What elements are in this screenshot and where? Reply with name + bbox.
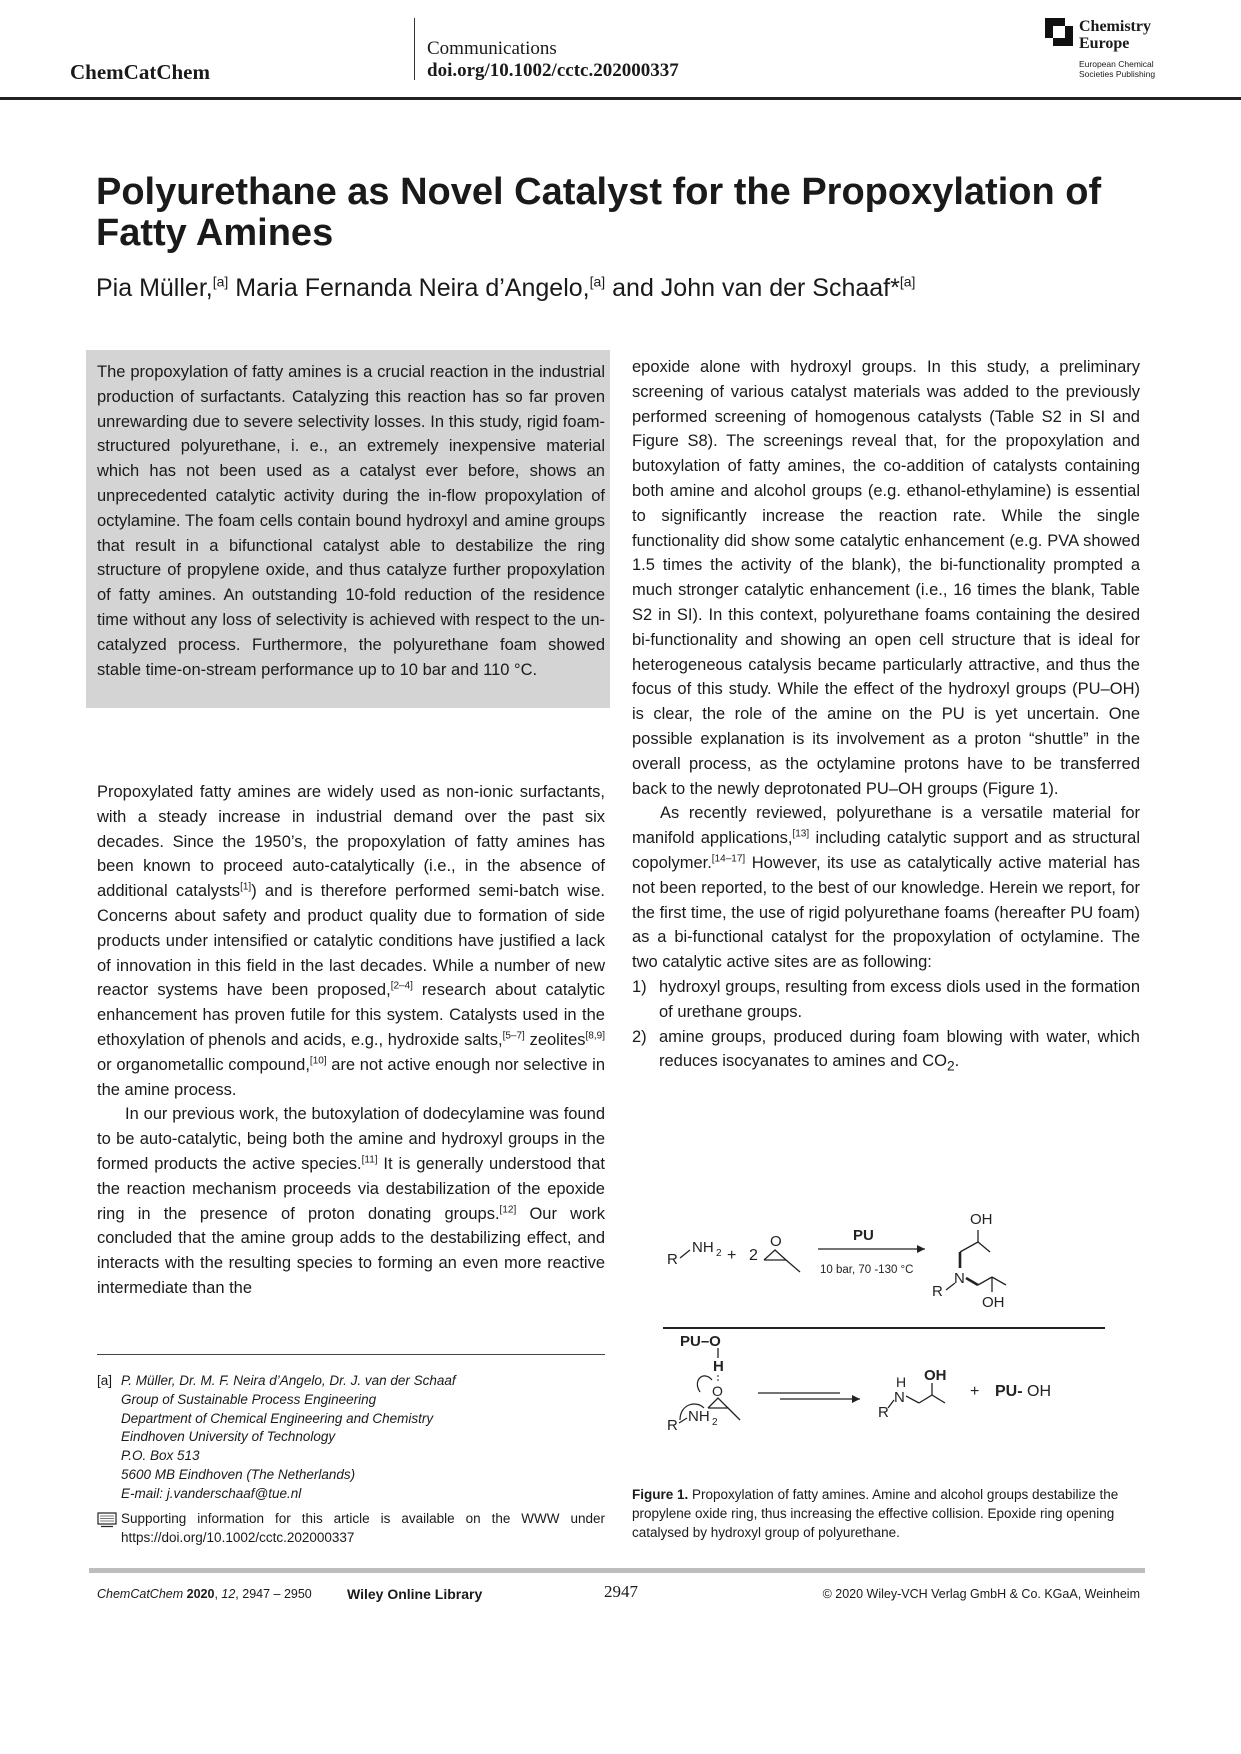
chemistry-europe-logo-icon xyxy=(1045,18,1073,46)
figure-1-scheme xyxy=(660,1205,1110,1495)
mechanism-arrow-head xyxy=(852,1395,860,1403)
computer-icon xyxy=(97,1512,117,1528)
pu-o-label: PU–O xyxy=(680,1333,721,1350)
wiley-online-library-link[interactable]: Wiley Online Library xyxy=(347,1586,483,1602)
figure-caption xyxy=(632,1486,1140,1542)
logo-title xyxy=(1079,18,1151,52)
supporting-info-note xyxy=(97,1510,605,1548)
author-list xyxy=(96,274,915,303)
text-run: It is generally understood that the reaction mechanism proceeds via destabilization of the epoxide ring in the presence of proton donating groups. xyxy=(97,1154,605,1223)
article-title: Polyurethane as Novel Catalyst for the Propoxylation of Fatty Amines xyxy=(96,171,1102,254)
footnote-rule xyxy=(97,1354,605,1355)
citation[interactable]: [14–17] xyxy=(711,853,746,865)
text-run: In our previous work, the butoxylation of dodecylamine was found to be auto-catalytic, being both the amine and hydroxyl groups in the formed products the active species. xyxy=(97,1105,605,1173)
comma: , xyxy=(214,1587,222,1601)
citation[interactable]: [1] xyxy=(240,881,252,893)
product-oh-top: OH xyxy=(970,1211,993,1228)
mech-r: R xyxy=(667,1417,678,1434)
text-run: However, its use as catalytically active material has not been reported, to the best of our knowledge. Herein we report, for the first time, the use of rigid polyurethane foams (hereafter PU foam) as a bi-functional catalyst for the propoxylation of octylamine. The two catalytic active sites are as following: xyxy=(632,853,1140,972)
reaction-conditions: 10 bar, 70 -130 °C xyxy=(820,1264,914,1276)
list-item xyxy=(632,1025,1140,1080)
logo-subtitle xyxy=(1079,59,1155,79)
figure-divider xyxy=(663,1327,1105,1329)
footnote-line: Group of Sustainable Process Engineering xyxy=(121,1391,377,1407)
footnote-line: P.O. Box 513 xyxy=(121,1448,200,1464)
plus-sign: + xyxy=(727,1247,737,1264)
screening-paragraph: epoxide alone with hydroxyl groups. In this study, a preliminary screening of various catalyst materials was added to the previously performed screening of homogenous catalysts (Table S2 in SI and Figure S8). The screenings reveal that, for the propoxylation and butoxylation of fatty amines, the co-addition of catalysts containing both amine and alcohol groups (e.g. ethanol-ethylamine) is essential to significantly increase the reaction rate. While the single functionality did show some catalytic enhancement (e.g. PVA showed 1.5 times the activity of the blank), the bi-functionality prompted a much stronger catalytic enhancement (i.e., 16 times the blank, Table S2 in SI). In this context, polyurethane foams containing the desired bi-functionality and showing an open cell structure that is ideal for heterogeneous catalysis became particularly attractive, and thus the focus of this study. While the effect of the hydroxyl groups (PU–OH) is clear, the role of the amine on the PU is yet uncertain. One possible explanation is its involvement as a proton “shuttle” in the overall process, as the octylamine protons have to be transferred back to the newly deprotonated PU–OH groups (Figure 1). xyxy=(632,358,1140,798)
text-run: Propoxylated fatty amines are widely used as non-ionic surfactants, with a steady increase in industrial demand over the past six decades. Since the 1950’s, the propoxylation of fatty amines has been known to proceed auto-catalytically (i.e., in the absence of additional catalysts xyxy=(97,783,605,901)
footer-journal: ChemCatChem xyxy=(97,1587,184,1601)
footer-volume: 12 xyxy=(221,1587,236,1601)
list-text: amine groups, produced during foam blowing with water, which reduces isocyanates to amines and CO xyxy=(659,1027,1140,1071)
product-r: R xyxy=(878,1404,889,1421)
supporting-info-text[interactable]: Supporting information for this article is available on the WWW under https://doi.org/10.1002/cctc.202000337 xyxy=(121,1511,605,1545)
reaction-arrow-head xyxy=(917,1245,925,1253)
citation[interactable]: [2–4] xyxy=(390,980,413,992)
list-text: . xyxy=(954,1052,960,1071)
author-3-affiliation: [a] xyxy=(899,273,916,290)
citation[interactable]: [10] xyxy=(309,1055,327,1067)
proton-h: H xyxy=(713,1358,724,1375)
r-group: R xyxy=(667,1251,678,1268)
subscript: 2 xyxy=(947,1058,955,1074)
product-oh: OH xyxy=(924,1367,947,1384)
mech-epoxide-oxygen: O xyxy=(712,1383,723,1399)
footnote-line: Department of Chemical Engineering and Chemistry xyxy=(121,1410,434,1426)
text-run: Our work concluded that the amine group adds to the destabilizing effect, and interacts with the resulting species to forming an even more reactive intermediate than the xyxy=(97,1204,605,1297)
left-column xyxy=(97,780,605,1301)
product-n: N xyxy=(954,1270,965,1287)
author-3[interactable]: and John van der Schaaf* xyxy=(605,274,900,302)
pu-oh-pu: PU- xyxy=(995,1383,1023,1400)
footer-year: 2020 xyxy=(186,1587,215,1601)
logo-title-line-2: Europe xyxy=(1079,35,1130,52)
email-link[interactable]: E-mail: j.vanderschaaf@tue.nl xyxy=(121,1485,302,1501)
product-r: R xyxy=(932,1283,943,1300)
citation[interactable]: [5–7] xyxy=(502,1030,525,1042)
author-2[interactable]: Maria Fernanda Neira d’Angelo, xyxy=(228,274,590,302)
dipropoxylated-product xyxy=(932,1211,1006,1311)
footer-rule xyxy=(89,1568,1145,1573)
list-item xyxy=(632,975,1140,1025)
author-2-affiliation: [a] xyxy=(589,273,606,290)
text-run: including catalytic support and as structural copolymer. xyxy=(632,829,1140,872)
caption-text: Propoxylation of fatty amines. Amine and alcohol groups destabilize the propylene oxide ring, thus increasing the effective collision. Epoxide ring opening catalysed by hydroxyl group of polyurethane. xyxy=(632,1487,1119,1540)
reagent-label: PU xyxy=(853,1227,874,1244)
text-run: zeolites xyxy=(524,1030,586,1049)
journal-name: ChemCatChem xyxy=(70,60,210,84)
nh2-subscript: 2 xyxy=(716,1248,722,1259)
coefficient: 2 xyxy=(749,1247,758,1264)
citation[interactable]: [8,9] xyxy=(585,1030,605,1042)
pu-oh-oh: OH xyxy=(1027,1383,1051,1400)
text-run: or organometallic compound, xyxy=(97,1055,310,1074)
footnote-line: Eindhoven University of Technology xyxy=(121,1429,336,1445)
polyurethane-paragraph xyxy=(632,801,1140,975)
logo-sub-line-1: European Chemical xyxy=(1079,59,1154,69)
product-nh: N xyxy=(894,1389,905,1406)
footnote-line: P. Müller, Dr. M. F. Neira d’Angelo, Dr. J. van der Schaaf xyxy=(121,1373,456,1388)
list-text: hydroxyl groups, resulting from excess diols used in the formation of urethane groups. xyxy=(659,977,1140,1021)
footnote-line: 5600 MB Eindhoven (The Netherlands) xyxy=(121,1466,356,1482)
curved-arrow xyxy=(697,1376,712,1392)
text-run: ) and is therefore performed semi-batch wise. Concerns about safety and product quality due to formation of side products under intensified or catalytic conditions have justified a lack of innovation in this field in the last decades. While a number of new reactor systems have been proposed, xyxy=(97,882,605,1000)
list-number: 1) xyxy=(632,977,647,996)
footnote-mark: [a] xyxy=(97,1373,113,1388)
octylamine-reactant xyxy=(667,1239,722,1268)
epoxide-oxygen: O xyxy=(770,1233,782,1250)
propylene-oxide xyxy=(764,1233,800,1272)
product-oh-bottom: OH xyxy=(982,1294,1005,1311)
citation-line xyxy=(97,1587,312,1601)
header-rule xyxy=(0,97,1241,100)
footer-pages: , 2947 – 2950 xyxy=(235,1587,312,1601)
author-1[interactable]: Pia Müller, xyxy=(96,274,213,302)
logo-title-line-1: Chemistry xyxy=(1079,18,1151,35)
product-h: H xyxy=(896,1374,907,1390)
logo-sub-line-2: Societies Publishing xyxy=(1079,69,1156,79)
caption-label: Figure 1. xyxy=(632,1487,689,1502)
previous-work-paragraph xyxy=(97,1102,605,1300)
nh2-label: NH xyxy=(692,1239,714,1256)
author-1-affiliation: [a] xyxy=(212,273,229,290)
active-sites-list xyxy=(632,975,1140,1079)
intro-paragraph xyxy=(97,780,605,1102)
text-run: research about catalytic enhancement has proven futile for this system. Catalysts used in the ethoxylation of phenols and acids, e.g., hydroxide salts, xyxy=(97,981,605,1049)
footnote-body xyxy=(121,1372,605,1504)
right-column xyxy=(632,355,1140,1079)
text-run: are not active enough nor selective in the amine process. xyxy=(97,1055,605,1099)
doi-link[interactable]: doi.org/10.1002/cctc.202000337 xyxy=(427,60,679,81)
chemistry-europe-logo[interactable] xyxy=(1045,18,1175,82)
mech-nh2: NH xyxy=(688,1408,710,1425)
section-label: Communications xyxy=(427,38,557,59)
page-number: 2947 xyxy=(604,1582,638,1601)
citation[interactable]: [12] xyxy=(499,1204,517,1216)
mech-nh2-subscript: 2 xyxy=(712,1417,718,1428)
text-run: As recently reviewed, polyurethane is a versatile material for manifold applications, xyxy=(632,804,1140,848)
citation[interactable]: [11] xyxy=(361,1154,378,1166)
list-number: 2) xyxy=(632,1027,647,1046)
header-separator xyxy=(414,18,415,80)
citation[interactable]: [13] xyxy=(792,828,810,840)
abstract-text: The propoxylation of fatty amines is a crucial reaction in the industrial production of surfactants. Catalyzing this reaction has so far proven unrewarding due to severe selectivity losses. In this study, rigid foam-structured polyurethane, i. e., an extremely inexpensive material which has not been used as a catalyst ever before, shows an unprecedented catalytic activity during the in-flow propoxylation of octylamine. The foam cells contain bound hydroxyl and amine groups that result in a bifunctional catalyst able to destabilize the ring structure of propylene oxide, and thus catalyze further propoxylation of fatty amines. An outstanding 10-fold reduction of the residence time without any loss of selectivity is achieved with respect to the un-catalyzed process. Furthermore, the polyurethane foam showed stable time-on-stream performance up to 10 bar and 110 °C. xyxy=(97,363,605,679)
copyright: © 2020 Wiley-VCH Verlag GmbH & Co. KGaA, Weinheim xyxy=(822,1587,1140,1601)
mech-plus-sign: + xyxy=(970,1383,980,1400)
affiliation-footnote xyxy=(97,1372,605,1504)
